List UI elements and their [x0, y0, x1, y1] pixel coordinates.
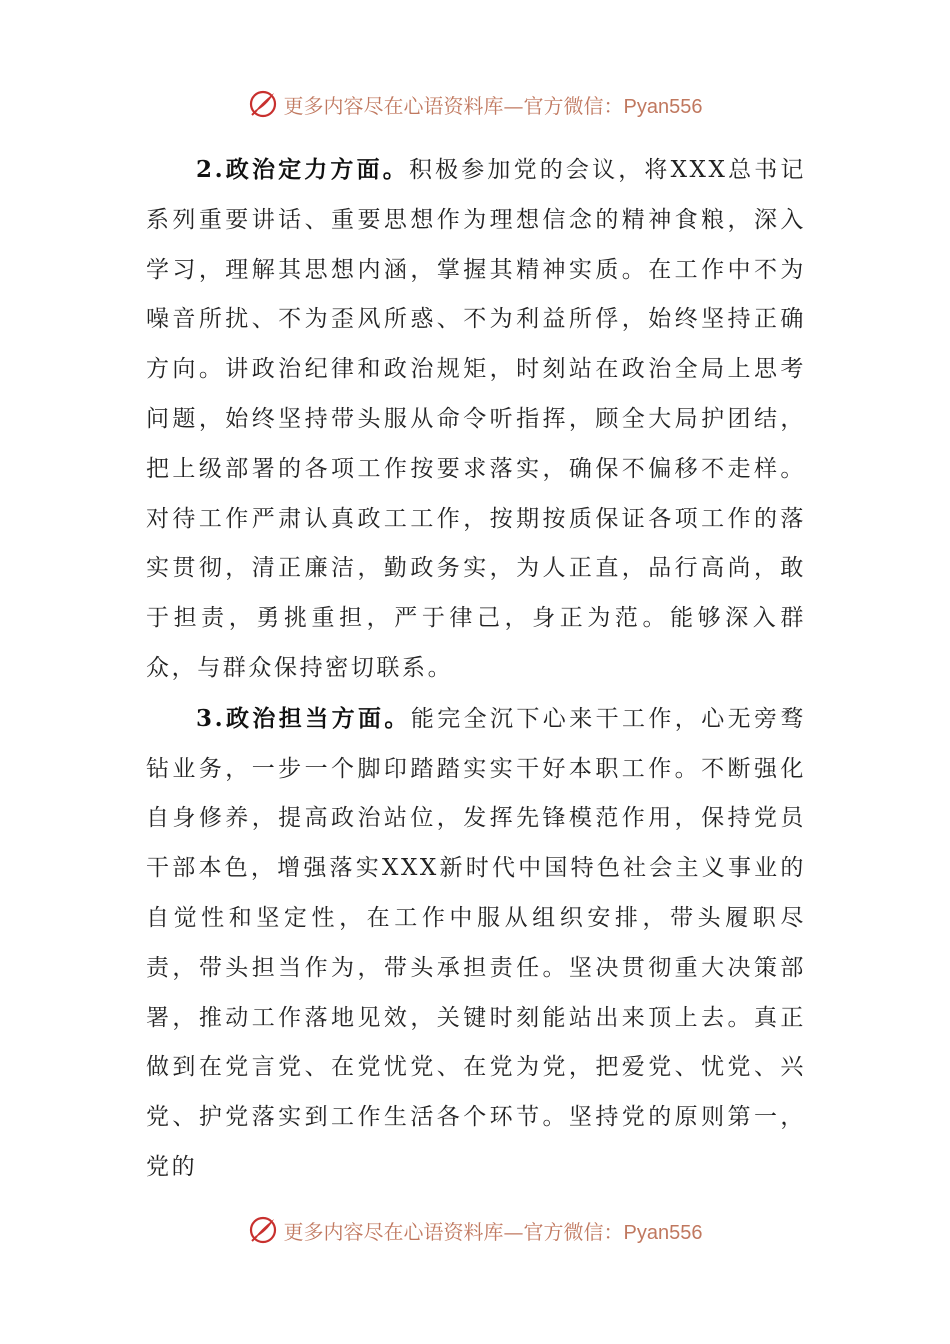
header-watermark	[0, 86, 950, 122]
paragraph-heading: 2.政治定力方面。	[196, 156, 409, 183]
document-body	[146, 145, 806, 1193]
watermark-text: 更多内容尽在心语资料库—官方微信：Pyan556	[283, 93, 703, 118]
quill-pen-logo-icon	[248, 89, 278, 119]
quill-pen-logo-icon	[248, 1215, 278, 1245]
paragraph-text: 积极参加党的会议，将XXX总书记系列重要讲话、重要思想作为理想信念的精神食粮，深入学习，理解其思想内涵，掌握其精神实质。在工作中不为噪音所扰、不为歪风所惑、不为利益所俘，始终坚持正确方向。讲政治纪律和政治规矩，时刻站在政治全局上思考问题，始终坚持带头服从命令听指挥，顾全大局护团结，把上级部署的各项工作按要求落实，确保不偏移不走样。对待工作严肃认真政工工作，按期按质保证各项工作的落实贯彻，清正廉洁，勤政务实，为人正直，品行高尚，敢于担责，勇挑重担，严于律己，身正为范。能够深入群众，与群众保持密切联系。	[146, 157, 806, 681]
paragraph-heading: 3.政治担当方面。	[196, 704, 411, 732]
footer-watermark	[0, 1212, 950, 1248]
watermark-text: 更多内容尽在心语资料库—官方微信：Pyan556	[283, 1219, 703, 1244]
paragraph-political-responsibility	[146, 694, 806, 1193]
paragraph-political-resolve	[146, 145, 806, 694]
paragraph-text: 能完全沉下心来干工作，心无旁骛钻业务，一步一个脚印踏踏实实干好本职工作。不断强化自身修养，提高政治站位，发挥先锋模范作用，保持党员干部本色，增强落实XXX新时代中国特色社会主义事业的自觉性和坚定性，在工作中服从组织安排，带头履职尽责，带头担当作为，带头承担责任。坚决贯彻重大决策部署，推动工作落地见效，关键时刻能站出来顶上去。真正做到在党言党、在党忧党、在党为党，把爱党、忧党、兴党、护党落实到工作生活各个环节。坚持党的原则第一，党的	[146, 705, 806, 1180]
